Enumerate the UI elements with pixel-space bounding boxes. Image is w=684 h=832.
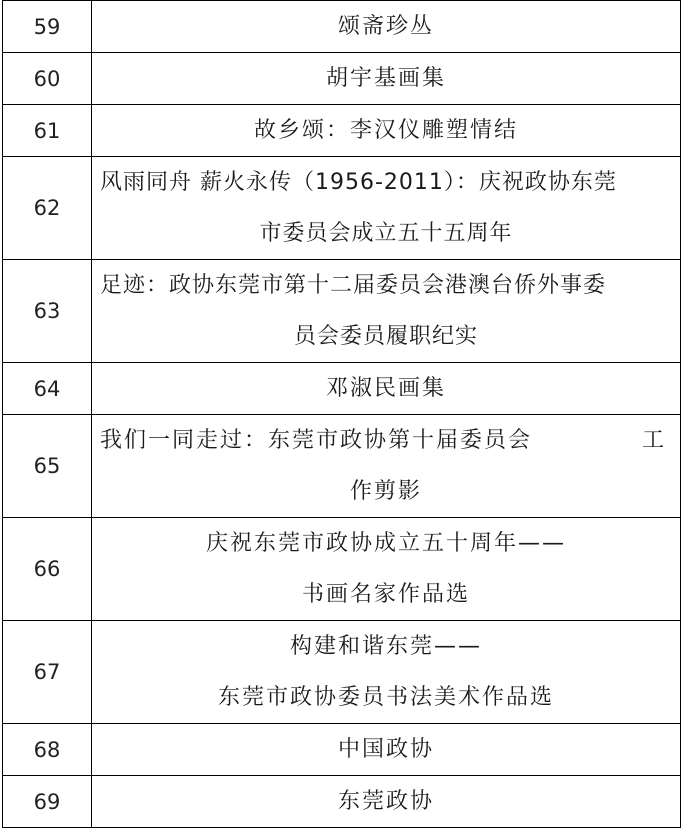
table-row — [3, 363, 681, 415]
book-title — [92, 415, 681, 518]
book-title-line: 东莞市政协委员书法美术作品选 — [217, 685, 554, 710]
book-title-line: 足迹：政协东莞市第十二届委员会港澳台侨外事委 — [100, 273, 607, 298]
table-row — [3, 105, 681, 157]
table-row — [3, 776, 681, 828]
table-row — [3, 1, 681, 53]
book-title-line: 市委员会成立五十五周年 — [259, 221, 513, 246]
book-title-line: 构建和谐东莞—— — [289, 634, 482, 659]
table-row — [3, 415, 681, 518]
table-row — [3, 260, 681, 363]
book-title — [92, 53, 681, 105]
book-title-line: 庆祝东莞市政协成立五十周年—— — [205, 531, 566, 556]
book-title-line: 胡宇基画集 — [325, 66, 446, 91]
book-title-line: 中国政协 — [337, 737, 434, 762]
row-number: 63 — [3, 260, 92, 363]
row-number: 62 — [3, 157, 92, 260]
row-number: 67 — [3, 621, 92, 724]
table-row — [3, 724, 681, 776]
book-title — [92, 1, 681, 53]
book-title-line: 作剪影 — [349, 479, 422, 504]
table-row — [3, 53, 681, 105]
book-title-line: 员会委员履职纪实 — [293, 324, 478, 349]
book-title — [92, 724, 681, 776]
row-number: 66 — [3, 518, 92, 621]
book-title — [92, 105, 681, 157]
row-number: 64 — [3, 363, 92, 415]
row-number: 60 — [3, 53, 92, 105]
book-title — [92, 363, 681, 415]
book-title — [92, 621, 681, 724]
book-title-line: 邓淑民画集 — [325, 376, 446, 401]
table-row — [3, 157, 681, 260]
row-number: 61 — [3, 105, 92, 157]
book-title-line: 故乡颂：李汉仪雕塑情结 — [253, 118, 518, 143]
book-title-line: 风雨同舟 薪火永传（1956-2011）：庆祝政协东莞 — [100, 170, 617, 195]
row-number: 65 — [3, 415, 92, 518]
book-title — [92, 157, 681, 260]
book-title-line: 书画名家作品选 — [301, 582, 470, 607]
book-title — [92, 776, 681, 828]
book-title-line: 东莞政协 — [337, 789, 434, 814]
book-title — [92, 518, 681, 621]
book-title-line — [92, 415, 680, 466]
table-row — [3, 518, 681, 621]
row-number: 59 — [3, 1, 92, 53]
book-title-line: 颂斋珍丛 — [337, 14, 434, 39]
book-title-fragment: 工 — [641, 428, 666, 453]
book-title-text: 我们一同走过：东莞市政协第十届委员会 — [100, 428, 533, 453]
table-row — [3, 621, 681, 724]
book-list-table — [2, 0, 681, 828]
row-number: 68 — [3, 724, 92, 776]
book-title — [92, 260, 681, 363]
row-number: 69 — [3, 776, 92, 828]
